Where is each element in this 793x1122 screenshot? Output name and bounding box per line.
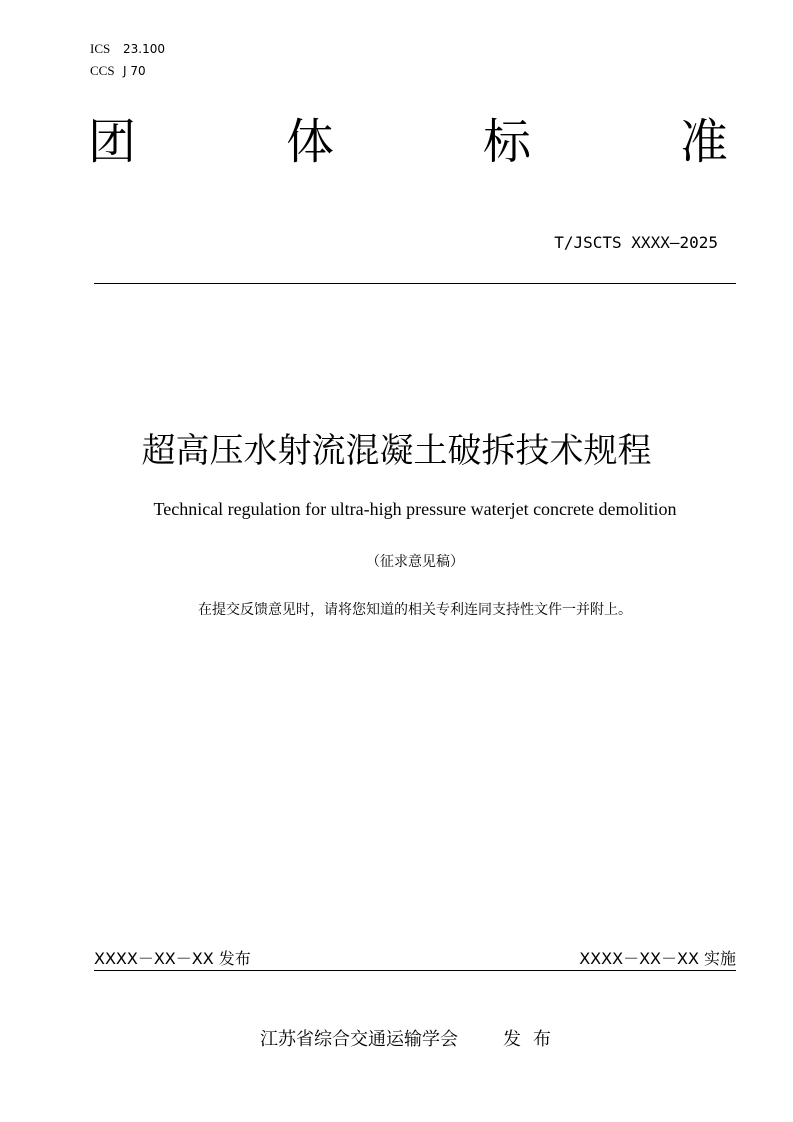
patent-notice: 在提交反馈意见时，请将您知道的相关专利连同支持性文件一并附上。	[198, 602, 632, 618]
ccs-label: CCS	[90, 63, 115, 78]
implementation-date: XXXX－XX－XX 实施	[579, 949, 736, 968]
ics-label: ICS	[90, 41, 111, 56]
ccs-code	[90, 60, 146, 79]
heading-char-2: 体	[286, 114, 335, 170]
bottom-divider	[94, 970, 736, 971]
issue-date: XXXX－XX－XX 发布	[94, 949, 251, 968]
document-title-english: Technical regulation for ultra-high pressure waterjet concrete demolition	[153, 499, 677, 519]
document-title-chinese: 超高压水射流混凝土破拆技术规程	[141, 431, 652, 471]
top-divider	[94, 283, 736, 284]
standard-number: T/JSCTS XXXX—2025	[554, 233, 718, 252]
publisher-action: 发布	[503, 1029, 563, 1050]
ccs-value: J 70	[123, 64, 146, 78]
heading-char-4: 准	[680, 114, 729, 170]
heading-char-3: 标	[483, 114, 532, 170]
ics-value: 23.100	[123, 42, 165, 56]
draft-status-label: （征求意见稿）	[366, 554, 464, 570]
ics-code	[90, 38, 165, 57]
heading-char-1: 团	[88, 114, 137, 170]
publisher-name: 江苏省综合交通运输学会	[260, 1029, 458, 1050]
